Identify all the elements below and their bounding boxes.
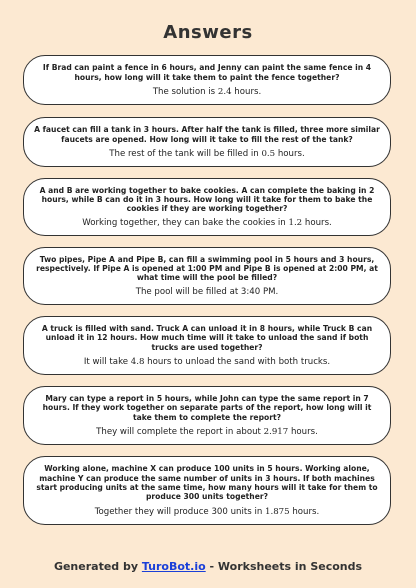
answer-text: The rest of the tank will be filled in 0.5 hours. bbox=[109, 148, 305, 159]
question-text: If Brad can paint a fence in 6 hours, and Jenny can paint the same fence in 4 hours, how long will it take them to paint the fence together? bbox=[42, 63, 372, 82]
answer-text: Working together, they can bake the cookies in 1.2 hours. bbox=[82, 218, 332, 229]
footer: Generated by TuroBot.io - Worksheets in Seconds bbox=[53, 560, 363, 573]
answer-card-6 bbox=[23, 386, 391, 445]
page-title: Answers bbox=[163, 22, 253, 43]
question-text: Mary can type a report in 5 hours, while John can type the same report in 7 hours. If they work together on separate parts of the report, how long will it take them to complete the report? bbox=[42, 394, 372, 422]
question-text: A and B are working together to bake cookies. A can complete the baking in 2 hours, while B can do it in 3 hours. How long will it take for them to bake the cookies if they are working together? bbox=[39, 185, 375, 214]
answer-text: The solution is 2.4 hours. bbox=[152, 86, 262, 97]
answer-card-3 bbox=[23, 178, 391, 236]
answer-text: They will complete the report in about 2.917 hours. bbox=[96, 426, 318, 437]
answer-card-7 bbox=[23, 456, 391, 525]
turobot-link[interactable]: TuroBot.io bbox=[141, 560, 206, 573]
answer-card-2 bbox=[23, 117, 391, 167]
answer-text: It will take 4.8 hours to unload the sand with both trucks. bbox=[83, 356, 331, 367]
question-text: Two pipes, Pipe A and Pipe B, can fill a swimming pool in 5 hours and 3 hours, respectively. If Pipe A is opened at 1:00 PM and Pipe B is opened at 2:00 PM, at what time will the pool be filled? bbox=[36, 254, 378, 283]
question-text: A truck is filled with sand. Truck A can unload it in 8 hours, while Truck B can unload it in 12 hours. How much time will it take to unload the sand if both trucks are used together? bbox=[41, 324, 373, 352]
answer-text: Together they will produce 300 units in 1.875 hours. bbox=[94, 506, 320, 517]
answer-card-4 bbox=[23, 247, 391, 305]
question-text: Working alone, machine X can produce 100 units in 5 hours. Working alone, machine Y can produce the same number of units in 3 hours. If both machines start producing units at the same time, how many hours will it take for them to produce 300 units together? bbox=[36, 464, 378, 502]
answer-text: The pool will be filled at 3:40 PM. bbox=[135, 287, 279, 298]
question-text: A faucet can fill a tank in 3 hours. After half the tank is filled, three more similar faucets are opened. How long will it take to fill the rest of the tank? bbox=[34, 125, 380, 144]
answer-card-5 bbox=[23, 316, 391, 375]
answer-card-1 bbox=[23, 55, 391, 105]
